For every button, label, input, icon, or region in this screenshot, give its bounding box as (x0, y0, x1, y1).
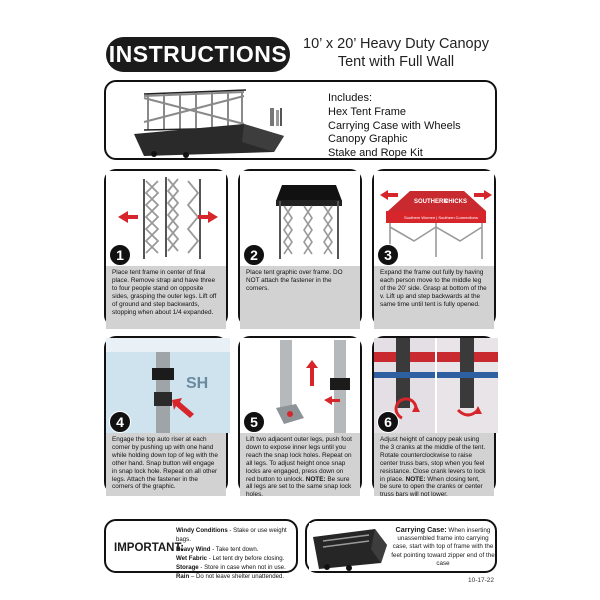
important-item-key: Windy Conditions (176, 527, 228, 534)
instructions-badge: INSTRUCTIONS (106, 37, 290, 72)
step-2-panel (238, 169, 362, 327)
revision-date: 10-17-22 (468, 577, 495, 584)
step-1-panel (104, 169, 228, 327)
includes-panel (104, 80, 497, 160)
step-3-text: Expand the frame out fully by having each person move to the middle leg of the 20’ side. Grasp at bottom of the v. Lift up and step backwards at the same time until tent is fully opened. (374, 266, 494, 329)
title-line-2: Tent with Full Wall (337, 54, 455, 70)
step-2-number: 2 (243, 244, 265, 266)
step-2-text: Place tent graphic over frame. DO NOT attach the fastener in the corners. (240, 266, 360, 329)
svg-text:SH: SH (186, 375, 209, 392)
carrying-case-label: Carrying Case: (395, 525, 447, 534)
step-5-text (240, 433, 360, 499)
includes-list (328, 92, 461, 161)
important-list (176, 526, 296, 582)
step-5-note-label: NOTE: (305, 475, 326, 483)
step-6-note-label: NOTE: (405, 475, 426, 483)
title-line-1: 10’ x 20’ Heavy Duty Canopy (303, 36, 489, 52)
includes-heading: Includes: (328, 92, 373, 104)
includes-item: Carrying Case with Wheels (328, 119, 461, 132)
expand-arrow-right-icon (474, 190, 492, 200)
step-6-main-text: Adjust height of canopy peak using the 3 cranks at the middle of the tent. Rotate counterclockwise to raise center truss bars, stop when you feel resistance. Close crank levers to lock in place. (380, 436, 486, 483)
carrying-case-illustration (309, 523, 389, 571)
important-item-value: - Let tent dry before closing. (207, 554, 285, 562)
step-4-text: Engage the top auto riser at each corner by pushing up with one hand while holding down top of leg with the other hand. Snap button will engage in snap lock hole. Repeat on all other legs. Attach the fastener in the corners of the graphic. (106, 433, 226, 496)
important-item (176, 563, 296, 572)
important-item (176, 554, 296, 563)
step-5-panel (238, 336, 362, 499)
important-item-value: - Store in case when not in use. (198, 564, 286, 572)
canopy-brand-text: SOUTHERN (414, 199, 448, 205)
up-arrow-icon (306, 360, 318, 386)
includes-item: Hex Tent Frame (328, 105, 407, 118)
step-4-panel (104, 336, 228, 494)
step-1-number: 1 (109, 244, 131, 266)
step-1-text: Place tent frame in center of final place. Remove strap and have three to four people stand on opposite sides, grasping the outer legs. Lift off of ground and step backwards, stopping when about 1/4 expanded. (106, 266, 226, 329)
step-6-panel (372, 336, 496, 499)
carrying-case-body: When inserting unassembled frame into carrying case, start with top of frame with the feet pointing toward zipper end of the case (391, 527, 495, 567)
canopy-brand2-text: CHICKS (444, 199, 468, 205)
important-panel (104, 519, 298, 581)
important-item-value: - Stake or use weight bags. (176, 527, 287, 544)
important-item-key: Storage (176, 564, 199, 572)
important-item (176, 545, 296, 554)
step-6-text (374, 433, 494, 499)
important-label: IMPORTANT: (114, 542, 185, 554)
tent-kit-illustration (124, 86, 319, 158)
canopy-tagline-text: Southern Women | Southern Connections (404, 215, 478, 220)
step-5-note-text: Be sure all legs are set to the same snap lock holes. (246, 475, 352, 499)
page-title (296, 35, 496, 71)
expand-arrow-left-icon (380, 190, 398, 200)
step-3-number: 3 (377, 244, 399, 266)
important-item-key: Rain (176, 573, 190, 581)
step-5-main-text: Lift two adjacent outer legs, push foot down to expose inner legs until you reach the snap lock holes. Repeat on all legs. To adjust height once snap locks are engaged, press down on red button to unlock. (246, 436, 352, 483)
carrying-case-panel (305, 519, 497, 573)
important-item-value: - Take tent down. (210, 545, 259, 553)
expand-arrow-left-icon (118, 211, 138, 223)
step-3-panel (372, 169, 496, 327)
important-item-key: Heavy Wind (176, 545, 211, 553)
important-item (176, 572, 296, 581)
step-5-number: 5 (243, 411, 265, 433)
includes-item: Stake and Rope Kit (328, 147, 423, 160)
step-6-number: 6 (377, 411, 399, 433)
step-4-number: 4 (109, 411, 131, 433)
carrying-case-text (391, 526, 495, 568)
includes-item: Canopy Graphic (328, 133, 408, 146)
important-item-key: Wet Fabric (176, 554, 208, 562)
important-item-value: – Do not leave shelter unattended. (189, 573, 285, 581)
step-6-note-text: When closing tent, be sure to open the cranks or center truss bars will not lower. (380, 475, 483, 499)
important-item (176, 526, 296, 545)
